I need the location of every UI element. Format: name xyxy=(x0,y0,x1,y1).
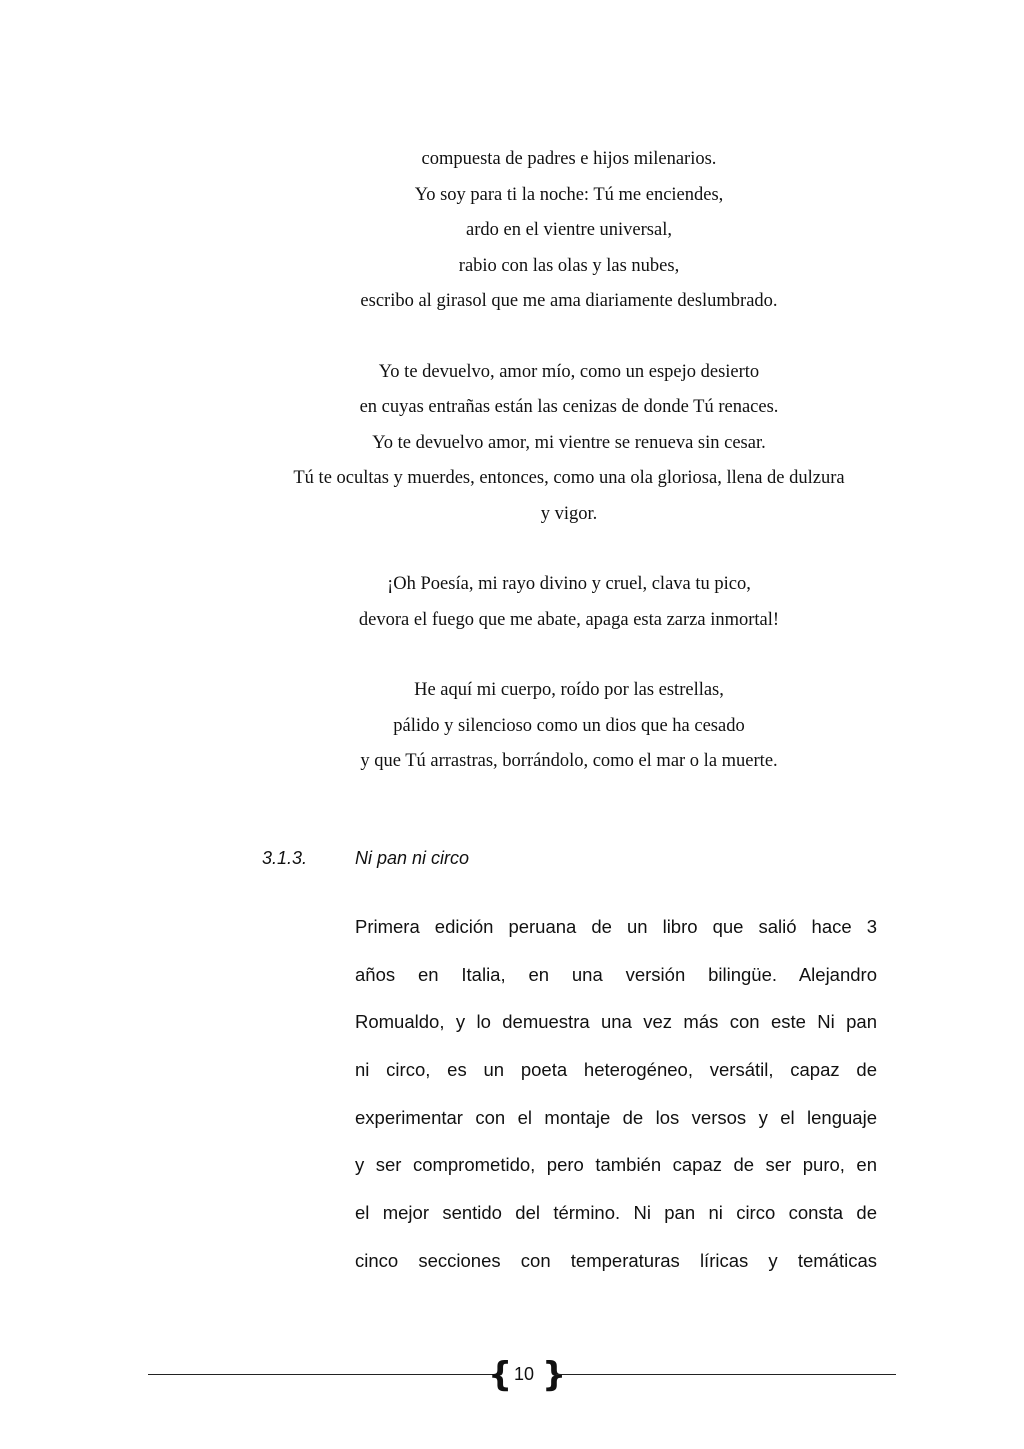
poem-block xyxy=(258,142,880,780)
poem-line: devora el fuego que me abate, apaga esta zarza inmortal! xyxy=(358,609,780,630)
poem-stanza xyxy=(258,567,880,638)
poem-line: Yo soy para ti la noche: Tú me enciendes, xyxy=(414,184,724,205)
poem-line: en cuyas entrañas están las cenizas de donde Tú renaces. xyxy=(359,397,779,417)
paragraph-line: años en Italia, en una versión bilingüe. Alejandro xyxy=(355,963,877,985)
paragraph-line: Primera edición peruana de un libro que salió hace 3 xyxy=(355,916,877,937)
poem-line: ¡Oh Poesía, mi rayo divino y cruel, clava tu pico, xyxy=(387,574,751,594)
stanza-spacer xyxy=(258,532,880,567)
left-brace-ornament: { xyxy=(488,1355,513,1395)
stanza-spacer xyxy=(258,320,880,355)
section-title: Ni pan ni circo xyxy=(355,848,470,868)
paragraph-line: experimentar con el montaje de los versos y el lenguaje xyxy=(355,1106,877,1128)
paragraph-line: Romualdo, y lo demuestra una vez más con este Ni pan xyxy=(355,1011,877,1033)
right-brace-ornament: } xyxy=(542,1355,567,1395)
poem-line: y vigor. xyxy=(540,503,598,524)
paragraph-line: ni circo, es un poeta heterogéneo, versátil, capaz de xyxy=(355,1059,877,1081)
poem-line: escribo al girasol que me ama diariamente deslumbrado. xyxy=(360,291,778,311)
poem-line: Yo te devuelvo amor, mi vientre se renueva sin cesar. xyxy=(372,432,766,453)
poem-line: ardo en el vientre universal, xyxy=(466,220,672,240)
poem-stanza xyxy=(258,142,880,320)
poem-line: pálido y silencioso como un dios que ha cesado xyxy=(393,715,745,736)
stanza-spacer xyxy=(258,638,880,673)
section-number: 3.1.3. xyxy=(262,848,308,868)
footer-rule-left xyxy=(148,1374,493,1375)
poem-stanza xyxy=(258,355,880,533)
poem-line: rabio con las olas y las nubes, xyxy=(458,255,680,276)
body-paragraph xyxy=(355,903,877,1285)
poem-line: He aquí mi cuerpo, roído por las estrellas, xyxy=(414,680,724,700)
poem-line: Yo te devuelvo, amor mío, como un espejo desierto xyxy=(378,361,760,382)
poem-stanza xyxy=(258,673,880,780)
poem-line: y que Tú arrastras, borrándolo, como el mar o la muerte. xyxy=(360,751,778,771)
poem-line: Tú te ocultas y muerdes, entonces, como una ola gloriosa, llena de dulzura xyxy=(293,468,845,488)
page-number: 10 xyxy=(513,1364,535,1384)
paragraph-line: cinco secciones con temperaturas líricas y temáticas xyxy=(355,1249,877,1271)
footer-rule-right xyxy=(556,1374,896,1375)
paragraph-line: y ser comprometido, pero también capaz de ser puro, en xyxy=(355,1154,877,1176)
poem-line: compuesta de padres e hijos milenarios. xyxy=(421,149,717,169)
page-footer xyxy=(148,1355,896,1395)
paragraph-line: el mejor sentido del término. Ni pan ni circo consta de xyxy=(355,1202,877,1224)
